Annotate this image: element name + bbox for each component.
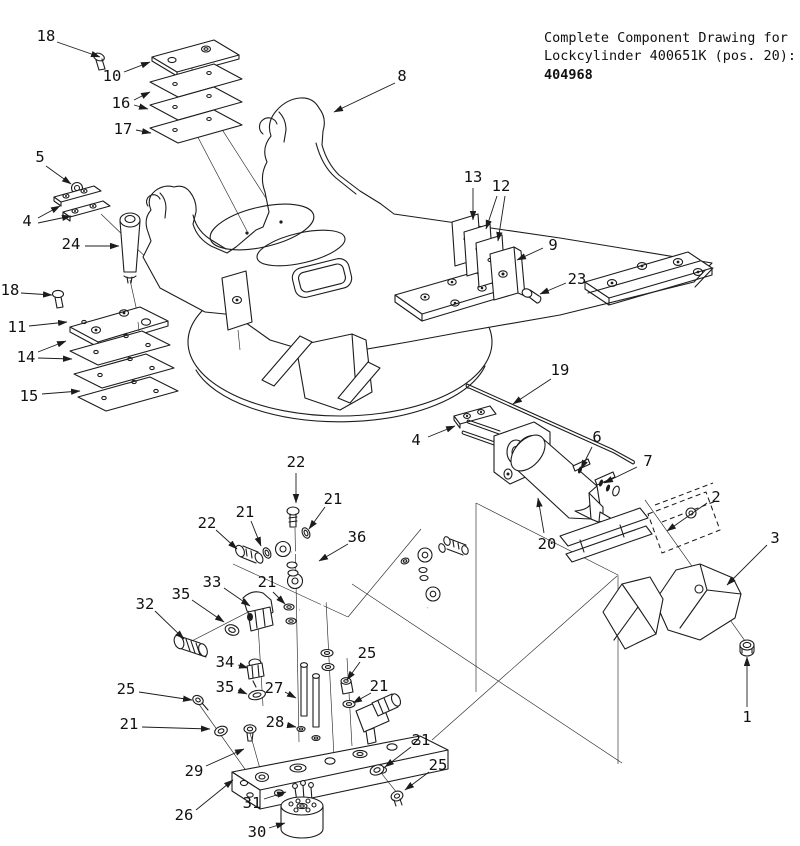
screw-29 — [244, 725, 256, 741]
callouts-layer — [1, 27, 780, 841]
leader-line-8 — [334, 83, 395, 112]
leader-line-4 — [38, 206, 60, 218]
leader-line-5 — [46, 166, 71, 184]
screw-18-left — [53, 290, 64, 308]
part-label-32: 32 — [135, 595, 155, 613]
screw-25-bottom-right — [390, 789, 405, 806]
leader-line-27 — [285, 692, 296, 698]
plate-stack-top — [150, 40, 242, 143]
part-label-25: 25 — [428, 756, 448, 774]
washer-35-upper — [224, 623, 241, 637]
leader-line-16 — [134, 92, 150, 100]
part-label-27: 27 — [264, 679, 284, 697]
plate-stack-left — [70, 307, 178, 411]
part-label-19: 19 — [550, 361, 570, 379]
leader-line-12 — [486, 196, 497, 229]
part-label-15: 15 — [19, 387, 39, 405]
part-label-18: 18 — [36, 27, 56, 45]
part-label-28: 28 — [265, 713, 285, 731]
part-label-14: 14 — [16, 348, 36, 366]
part-label-9: 9 — [548, 236, 558, 254]
leader-line-18 — [21, 293, 52, 295]
part-label-25: 25 — [116, 680, 136, 698]
washer-35-lower — [248, 689, 266, 701]
leader-line-21 — [309, 507, 325, 529]
leader-line-25 — [139, 692, 192, 700]
leader-line-15 — [42, 391, 80, 394]
part-label-34: 34 — [215, 653, 235, 671]
part-label-6: 6 — [592, 428, 602, 446]
part-label-7: 7 — [643, 452, 653, 470]
part-label-29: 29 — [184, 762, 204, 780]
part-label-21: 21 — [235, 503, 255, 521]
part-label-35: 35 — [215, 678, 235, 696]
part-label-35: 35 — [171, 585, 191, 603]
part-label-23: 23 — [567, 270, 587, 288]
nut-1 — [740, 640, 754, 656]
leader-line-16 — [134, 105, 148, 109]
leader-line-25 — [347, 662, 360, 680]
part-label-1: 1 — [742, 708, 752, 726]
pin-24 — [120, 213, 140, 283]
leader-line-3 — [727, 545, 767, 585]
leader-line-2 — [667, 503, 707, 531]
part-label-3: 3 — [770, 529, 780, 547]
leader-line-21 — [353, 693, 371, 703]
part-label-21: 21 — [369, 677, 389, 695]
leader-line-35 — [238, 690, 247, 694]
leader-line-36 — [319, 544, 348, 561]
leader-line-25 — [405, 772, 429, 790]
leader-line-29 — [206, 749, 244, 766]
part-label-30: 30 — [247, 823, 267, 841]
leader-line-22 — [216, 530, 237, 549]
leader-line-21 — [273, 592, 285, 604]
title-line-1: Complete Component Drawing for — [544, 30, 788, 46]
leader-line-19 — [513, 379, 551, 404]
part-label-17: 17 — [113, 120, 133, 138]
leader-line-14 — [38, 358, 72, 359]
part-label-22: 22 — [286, 453, 306, 471]
leader-line-21 — [142, 727, 210, 729]
plate-4-right — [454, 406, 496, 428]
part-label-18: 18 — [0, 281, 20, 299]
part-label-24: 24 — [61, 235, 81, 253]
part-label-21: 21 — [323, 490, 343, 508]
leader-line-28 — [287, 725, 296, 727]
pins-27-rings-28 — [297, 663, 320, 741]
fitting-32 — [172, 634, 209, 658]
leader-line-20 — [538, 498, 544, 533]
leader-line-21 — [251, 521, 261, 546]
leader-line-10 — [124, 62, 150, 72]
title-part-number: 404968 — [544, 67, 593, 83]
hose-assembly-2 — [400, 536, 469, 612]
part-label-36: 36 — [347, 528, 367, 546]
part-label-25: 25 — [357, 644, 377, 662]
part-label-22: 22 — [197, 514, 217, 532]
title-block — [544, 30, 796, 83]
leader-line-32 — [155, 611, 184, 639]
leader-line-26 — [196, 780, 233, 810]
part-label-33: 33 — [202, 573, 222, 591]
plug-25-left — [191, 694, 208, 710]
elbow-33 — [243, 592, 273, 631]
leader-line-18 — [57, 42, 100, 57]
part-label-16: 16 — [111, 94, 131, 112]
part-label-21: 21 — [257, 573, 277, 591]
plates-4-left — [54, 186, 110, 221]
construction-lines — [101, 67, 750, 798]
part-label-11: 11 — [7, 318, 27, 336]
part-label-26: 26 — [174, 806, 194, 824]
leader-line-11 — [29, 322, 67, 326]
part-label-4: 4 — [411, 431, 421, 449]
leader-line-14 — [38, 341, 66, 352]
part-label-2: 2 — [711, 488, 721, 506]
elbow-fitting-right — [356, 692, 402, 744]
part-label-13: 13 — [463, 168, 483, 186]
part-label-21: 21 — [411, 731, 431, 749]
part-label-31: 31 — [242, 794, 262, 812]
leader-line-17 — [136, 130, 151, 133]
leader-line-4 — [428, 426, 455, 437]
leader-line-4 — [38, 216, 71, 223]
wedge-3 — [603, 564, 741, 649]
part-label-10: 10 — [102, 67, 122, 85]
part-label-20: 20 — [537, 535, 557, 553]
part-label-4: 4 — [22, 212, 32, 230]
title-line-2: Lockcylinder 400651K (pos. 20): — [544, 48, 796, 64]
plug-25-mid-rings — [321, 650, 355, 708]
part-label-8: 8 — [397, 67, 407, 85]
cylinder-30-pins-31 — [281, 781, 323, 838]
leader-line-34 — [238, 665, 248, 668]
leader-line-35 — [192, 600, 224, 622]
part-label-12: 12 — [491, 177, 511, 195]
part-label-21: 21 — [119, 715, 139, 733]
washer-21-left — [213, 725, 228, 738]
part-label-5: 5 — [35, 148, 45, 166]
